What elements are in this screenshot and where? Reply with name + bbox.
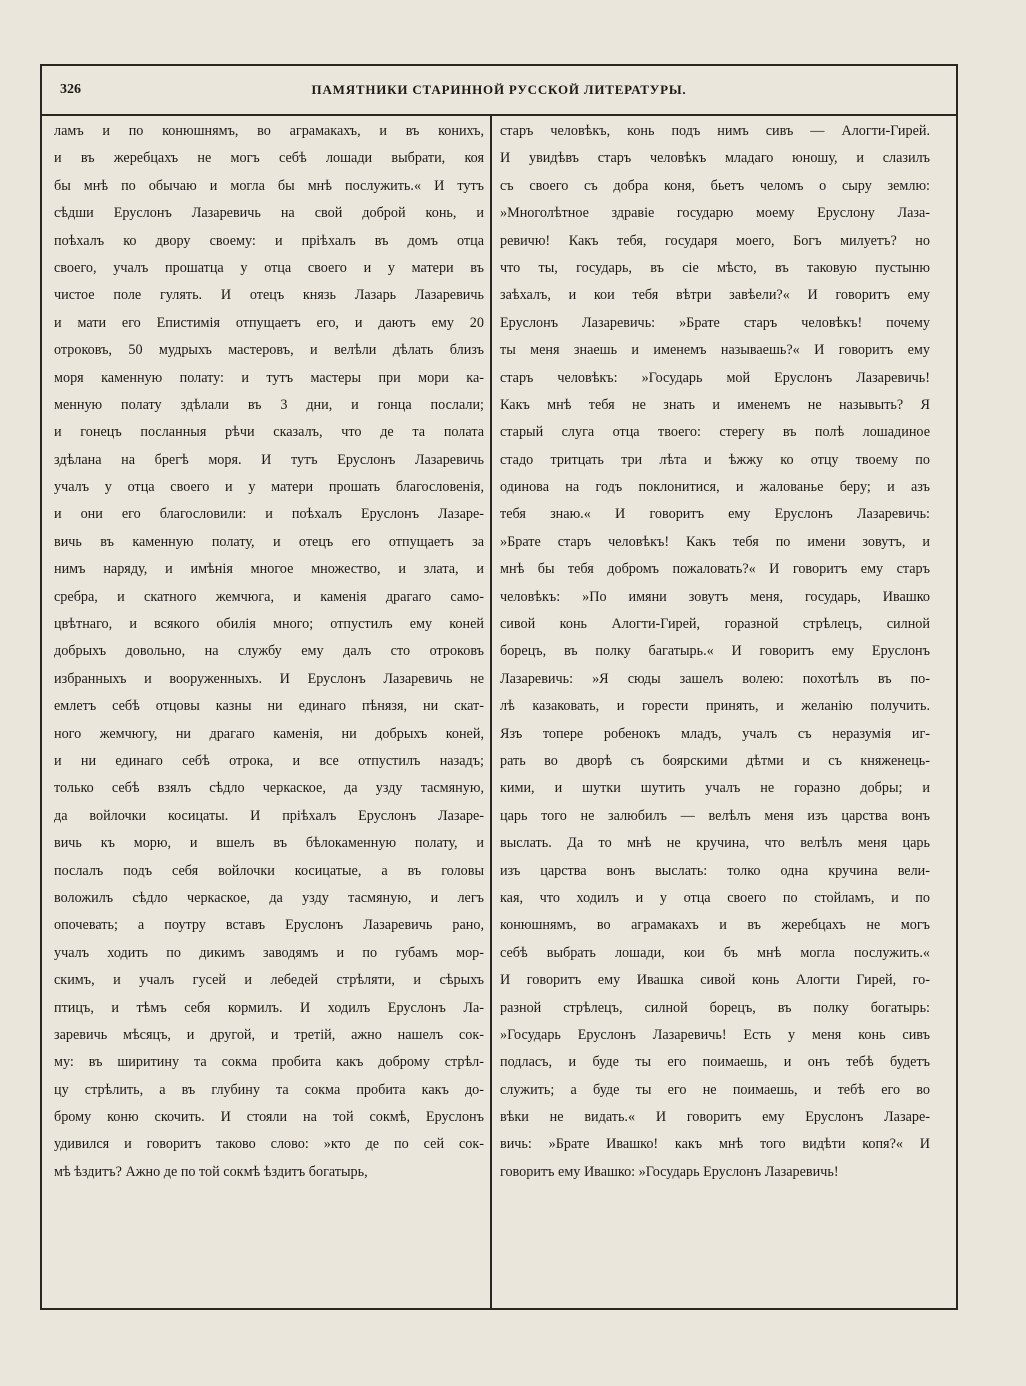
text-line: вичь: »Брате Ивашко! какъ мнѣ того видѣти копя?« И: [500, 1136, 930, 1153]
text-line: менную полату здѣлали въ 3 дни, и гонца послали;: [54, 396, 484, 413]
text-line: моря каменную полату: и тутъ мастеры при мори ка-: [54, 369, 484, 386]
text-line: служить; а буде ты его не поимаешь, и тебѣ его во: [500, 1081, 930, 1098]
text-line: послалъ подъ себя войлочки косицатые, а въ головы: [54, 862, 484, 879]
text-line: нимъ наряду, и имѣнія многое множество, и злата, и: [54, 561, 484, 578]
text-line: опочевать; а поутру вставъ Еруслонъ Лазаревичь рано,: [54, 917, 484, 934]
text-line: и въ жеребцахъ не могъ себѣ лошади выбрати, коя: [54, 150, 484, 167]
text-line: мнѣ бы тебя добромъ пожаловать?« И говоритъ ему старъ: [500, 561, 930, 578]
text-line: »Многолѣтное здравіе государю моему Еруслону Лаза-: [500, 205, 930, 222]
text-line: скимъ, и учалъ гусей и лебедей стрѣляти, и сѣрыхъ: [54, 972, 484, 989]
text-line: ты меня знаешь и именемъ называешь?« И говоритъ ему: [500, 342, 930, 359]
text-line: царь того не залюбилъ — велѣлъ меня изъ царства вонъ: [500, 807, 930, 824]
text-line: конюшнямъ, во аграмакахъ и въ жеребцахъ не могъ: [500, 917, 930, 934]
text-line: учалъ ходить по дикимъ заводямъ и по губамъ мор-: [54, 944, 484, 961]
text-line: удивился и говоритъ таково слово: »кто де по сей сок-: [54, 1136, 484, 1153]
text-line: чистое поле гулять. И отецъ князь Лазарь Лазаревичь: [54, 287, 484, 304]
text-line: стадо тритцать три лѣта и ѣжжу ко отцу твоему по: [500, 451, 930, 468]
right-column: [500, 118, 930, 1306]
text-line: учалъ у отца своего и у матери прошать благословенія,: [54, 479, 484, 496]
text-line: сивой конь Алогти-Гирей, горазной стрѣлецъ, силной: [500, 616, 930, 633]
column-divider: [490, 116, 492, 1310]
text-line: Какъ мнѣ тебя не знать и именемъ не назывыть? Я: [500, 396, 930, 413]
text-line: емлетъ себѣ отцовы казны ни единаго пѣнязя, ни скат-: [54, 698, 484, 715]
text-line: да войлочки косицаты. И пріѣхалъ Еруслонъ Лазаре-: [54, 807, 484, 824]
text-line: только себѣ взялъ сѣдло черкаское, да узду тасмяную,: [54, 780, 484, 797]
text-line: выслать. Да то мнѣ не кручина, что велѣлъ меня царь: [500, 835, 930, 852]
running-title: ПАМЯТНИКИ СТАРИННОЙ РУССКОЙ ЛИТЕРАТУРЫ.: [311, 82, 687, 97]
text-line: борецъ, въ полку багатырь.« И говоритъ ему Еруслонъ: [500, 643, 930, 660]
text-line: тебя знаю.« И говоритъ ему Еруслонъ Лазаревичь:: [500, 506, 930, 523]
text-line: поѣхалъ ко двору своему: и пріѣхалъ въ домъ отца: [54, 232, 484, 249]
text-line: старъ человѣкъ: »Государь мой Еруслонъ Лазаревичь!: [500, 369, 930, 386]
text-line: старый слуга отца твоего: стерегу въ полѣ лошадиное: [500, 424, 930, 441]
text-line: здѣлана на брегѣ моря. И тутъ Еруслонъ Лазаревичь: [54, 451, 484, 468]
text-line: своего, учалъ прошатца у отца своего и у матери въ: [54, 259, 484, 276]
text-line: и ни единаго себѣ отрока, и все отпустилъ назадъ;: [54, 752, 484, 769]
page-number: 326: [60, 82, 81, 97]
text-line: одинова на годъ поклонитися, и жалованье беру; и азъ: [500, 479, 930, 496]
text-line: кими, и шутки шутить учалъ не горазно добры; и: [500, 780, 930, 797]
text-line: говоритъ ему Ивашко: »Государь Еруслонъ Лазаревичь!: [500, 1163, 839, 1180]
text-line: сребра, и скатного жемчюга, и каменія драгаго само-: [54, 588, 484, 605]
text-line: и мати его Епистимія отпущаетъ его, и даютъ ему 20: [54, 314, 484, 331]
text-line: »Государь Еруслонъ Лазаревичь! Есть у меня конь сивъ: [500, 1026, 930, 1043]
page-header: [42, 66, 956, 116]
text-line: и гонецъ посланныя рѣчи сказалъ, что де та полата: [54, 424, 484, 441]
text-line: воложилъ сѣдло черкаское, да узду тасмяную, и легъ: [54, 889, 484, 906]
text-line: старъ человѣкъ, конь подъ нимъ сивъ — Алогти-Гирей.: [500, 123, 930, 139]
text-line: изъ царства вонъ выслать: толко одна кручина вели-: [500, 862, 930, 879]
left-column: [54, 118, 484, 1306]
text-line: бы мнѣ по обычаю и могла бы мнѣ послужить.« И тутъ: [54, 177, 484, 194]
text-line: ревичю! Какъ тебя, государя моего, Богъ милуетъ? но: [500, 232, 930, 249]
text-line: вичь въ каменную полату, и отецъ его отпущаетъ за: [54, 533, 484, 550]
text-line: мѣ ѣздитъ? Ажно де по той сокмѣ ѣздитъ богатырь,: [54, 1163, 368, 1180]
text-line: Лазаревичь: »Я сюды зашелъ волею: похотѣлъ въ по-: [500, 670, 930, 687]
text-line: кая, что ходилъ и у отца своего по стойламъ, и по: [500, 889, 930, 906]
text-line: избранныхъ и вооруженныхъ. И Еруслонъ Лазаревичь не: [54, 670, 484, 687]
text-line: лѣ казаковать, и горести принять, и желанію получить.: [500, 698, 930, 715]
text-line: ламъ и по конюшнямъ, во аграмакахъ, и въ конихъ,: [54, 123, 484, 139]
text-line: добрыхъ довольно, на службу ему далъ сто отроковъ: [54, 643, 484, 660]
text-line: разной стрѣлецъ, силной борецъ, въ полку богатырь:: [500, 999, 930, 1016]
text-line: подласъ, и буде ты его поимаешь, и онъ тебѣ будетъ: [500, 1054, 930, 1071]
text-line: цу стрѣлить, а въ глубину та сокма пробита какъ до-: [54, 1081, 484, 1098]
text-line: заревичь мѣсяцъ, и другой, и третій, ажно нашелъ сок-: [54, 1026, 484, 1043]
text-line: рать во дворѣ съ боярскими дѣтми и съ княженець-: [500, 752, 930, 769]
text-line: му: въ ширитину та сокма пробита какъ доброму стрѣл-: [54, 1054, 484, 1071]
text-line: брому коню скочить. И стояли на той сокмѣ, Еруслонъ: [54, 1109, 484, 1126]
text-line: И говоритъ ему Ивашка сивой конь Алогти Гирей, го-: [500, 972, 930, 989]
text-line: Язъ топере робенокъ младъ, учалъ съ неразумія иг-: [500, 725, 930, 742]
text-line: отроковъ, 50 мудрыхъ мастеровъ, и велѣли дѣлать близъ: [54, 342, 484, 359]
text-line: сѣдши Еруслонъ Лазаревичь на свой доброй конь, и: [54, 205, 484, 222]
text-line: птицъ, и тѣмъ себя кормилъ. И ходилъ Еруслонъ Ла-: [54, 999, 484, 1016]
text-line: цвѣтнаго, и всякого обилія много; отпустилъ ему коней: [54, 616, 484, 633]
page-frame: [40, 64, 958, 1310]
text-line: что ты, государь, въ сіе мѣсто, въ таковую пустыню: [500, 259, 930, 276]
text-line: заѣхалъ, и кои тебя вѣтри завѣели?« И говоритъ ему: [500, 287, 930, 304]
text-line: вѣки не видать.« И говоритъ ему Еруслонъ Лазаре-: [500, 1109, 930, 1126]
text-line: И увидѣвъ старъ человѣкъ младаго юношу, и слазилъ: [500, 150, 930, 167]
text-line: и они его благословили: и поѣхалъ Еруслонъ Лазаре-: [54, 506, 484, 523]
text-line: себѣ выбрать лошади, кои бъ мнѣ могла послужить.«: [500, 944, 930, 961]
text-line: Еруслонъ Лазаревичь: »Брате старъ человѣкъ! почему: [500, 314, 930, 331]
text-line: съ своего съ добра коня, бьетъ челомъ о сыру землю:: [500, 177, 930, 194]
text-line: »Брате старъ человѣкъ! Какъ тебя по имени зовутъ, и: [500, 533, 930, 550]
text-line: вичь къ морю, и вшелъ въ бѣлокаменную полату, и: [54, 835, 484, 852]
text-line: ного жемчюгу, ни драгаго каменія, ни добрыхъ коней,: [54, 725, 484, 742]
text-line: человѣкъ: »По имяни зовутъ меня, государь, Ивашко: [500, 588, 930, 605]
